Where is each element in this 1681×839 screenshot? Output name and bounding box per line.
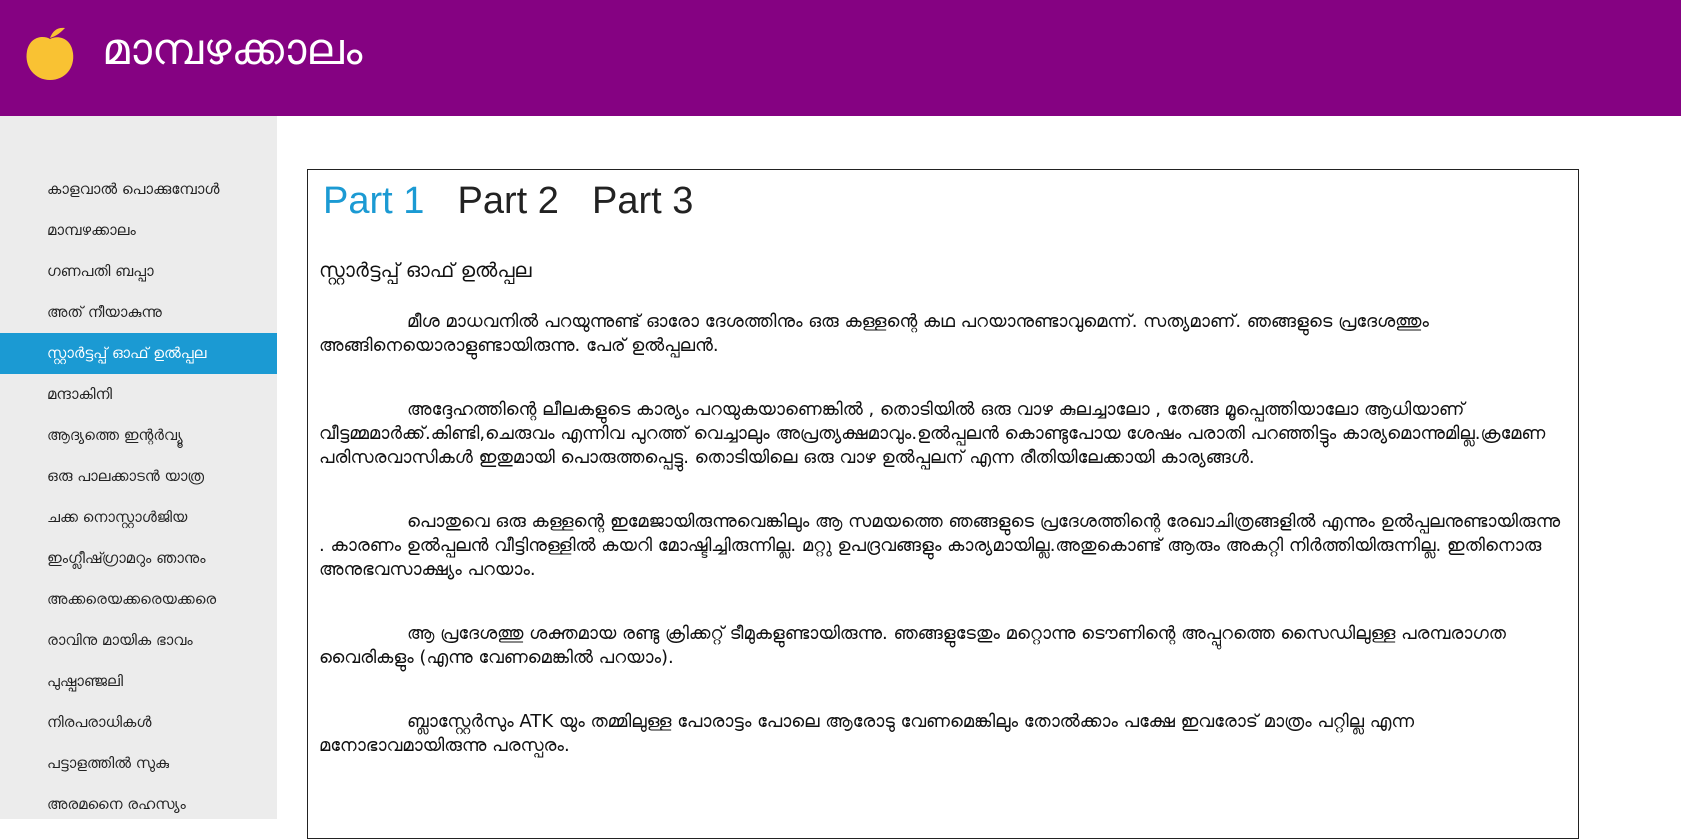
sidebar-item[interactable]: ചക്ക നൊസ്റ്റാൾജിയ [47,508,188,526]
sidebar-item-active[interactable]: സ്റ്റാർട്ടപ്പ് ഓഫ് ഉൽപ്പല [0,333,277,374]
story-paragraph: ആ പ്രദേശത്തു ശക്തമായ രണ്ടു ക്രിക്കറ്റ് ടീമുകളുണ്ടായിരുന്നു. ഞങ്ങളുടേതും മറ്റൊന്നു ടൌണിന്റെ അപ്പുറത്തെ സൈഡിലുള്ള പരമ്പരാഗത വൈരികളും (എന്നു വേണമെങ്കിൽ പറയാം). [319,623,1506,668]
sidebar-item[interactable]: അത് നീയാകുന്നു [47,303,162,321]
story-nav-list [0,169,277,819]
app-header [0,0,1681,116]
sidebar [0,116,277,819]
story-paragraph: ബ്ലാസ്റ്റേർസും ATK യും തമ്മിലുള്ള പോരാട്ടം പോലെ ആരോടു വേണമെങ്കിലും തോൽക്കാം പക്ഷേ ഇവരോട് മാത്രം പറ്റില്ല എന്ന മനോഭാവമായിരുന്നു പരസ്പരം. [319,711,1415,756]
sidebar-item[interactable]: ഒരു പാലക്കാടൻ യാത്ര [47,467,205,485]
mango-icon [24,24,76,82]
app-title: മാമ്പഴക്കാലം [102,24,363,75]
part-tabs [323,176,721,228]
sidebar-item[interactable]: പുഷ്പാഞ്ജലി [47,672,124,690]
story-content-panel [307,169,1579,839]
story-paragraph: അദ്ദേഹത്തിന്റെ ലീലകളുടെ കാര്യം പറയുകയാണെങ്കിൽ , തൊടിയിൽ ഒരു വാഴ കുലച്ചാലോ , തേങ്ങ മൂപ്പെത്തിയാലോ ആധിയാണ് വീട്ടമ്മമാർക്ക്.കിണ്ടി,ചെരുവം എന്നിവ പുറത്ത് വെച്ചാലും അപ്രത്യക്ഷമാവും.ഉൽപ്പലൻ കൊണ്ടുപോയ ശേഷം പരാതി പറഞ്ഞിട്ടും കാര്യമൊന്നുമില്ല.ക്രമേണ പരിസരവാസികൾ ഇതുമായി പൊരുത്തപ്പെട്ടു. തൊടിയിലെ ഒരു വാഴ ഉൽപ്പലന് എന്ന രീതിയിലേക്കായി കാര്യങ്ങൾ. [319,399,1546,468]
sidebar-item[interactable]: രാവിനു മായിക ഭാവം [47,631,193,649]
sidebar-item[interactable]: മാമ്പഴക്കാലം [47,221,136,239]
sidebar-item[interactable]: പട്ടാളത്തിൽ സുകു [47,754,170,772]
story-body [319,310,1569,798]
sidebar-item[interactable]: നിരപരാധികൾ [47,713,152,731]
sidebar-item[interactable]: ഇംഗ്ലീഷ്ഗ്രാമറും ഞാനും [47,549,206,567]
sidebar-item[interactable]: ആദ്യത്തെ ഇന്റർവ്യൂ [47,426,183,444]
sidebar-item[interactable]: ഗണപതി ബപ്പാ [47,262,154,280]
sidebar-item[interactable]: അക്കരെയക്കരെയക്കരെ [47,590,217,608]
story-paragraph: പൊതുവെ ഒരു കള്ളന്റെ ഇമേജായിരുന്നുവെങ്കിലും ആ സമയത്തെ ഞങ്ങളുടെ പ്രദേശത്തിന്റെ രേഖാചിത്രങ്ങളിൽ എന്നും ഉൽപ്പലനുണ്ടായിരുന്നു . കാരണം ഉൽപ്പലൻ വീട്ടിനുള്ളിൽ കയറി മോഷ്ടിച്ചിരുന്നില്ല. മറ്റു ഉപദ്രവങ്ങളും കാര്യമായില്ല.അതുകൊണ്ട് ആരും അകറ്റി നിർത്തിയിരുന്നില്ല. ഇതിനൊരു അനുഭവസാക്ഷ്യം പറയാം. [319,511,1561,580]
story-title: സ്റ്റാർട്ടപ്പ് ഓഫ് ഉൽപ്പല [319,258,532,282]
sidebar-item[interactable]: കാളവാൽ പൊക്കുമ്പോൾ [47,180,220,198]
sidebar-item[interactable]: മന്ദാകിനി [47,385,113,403]
story-paragraph: മീശ മാധവനിൽ പറയുന്നുണ്ട് ഓരോ ദേശത്തിനും ഒരു കള്ളന്റെ കഥ പറയാനുണ്ടാവുമെന്ന്. സത്യമാണ്. ഞങ്ങളുടെ പ്രദേശത്തും അങ്ങിനെയൊരാളുണ്ടായിരുന്നു. പേര് ഉൽപ്പലൻ. [319,311,1429,356]
tab-part-2[interactable]: Part 2 [457,180,559,222]
tab-part-3[interactable]: Part 3 [591,180,694,222]
tab-part-1[interactable]: Part 1 [323,180,425,222]
sidebar-item[interactable]: അരമനൈ രഹസ്യം [47,795,186,813]
